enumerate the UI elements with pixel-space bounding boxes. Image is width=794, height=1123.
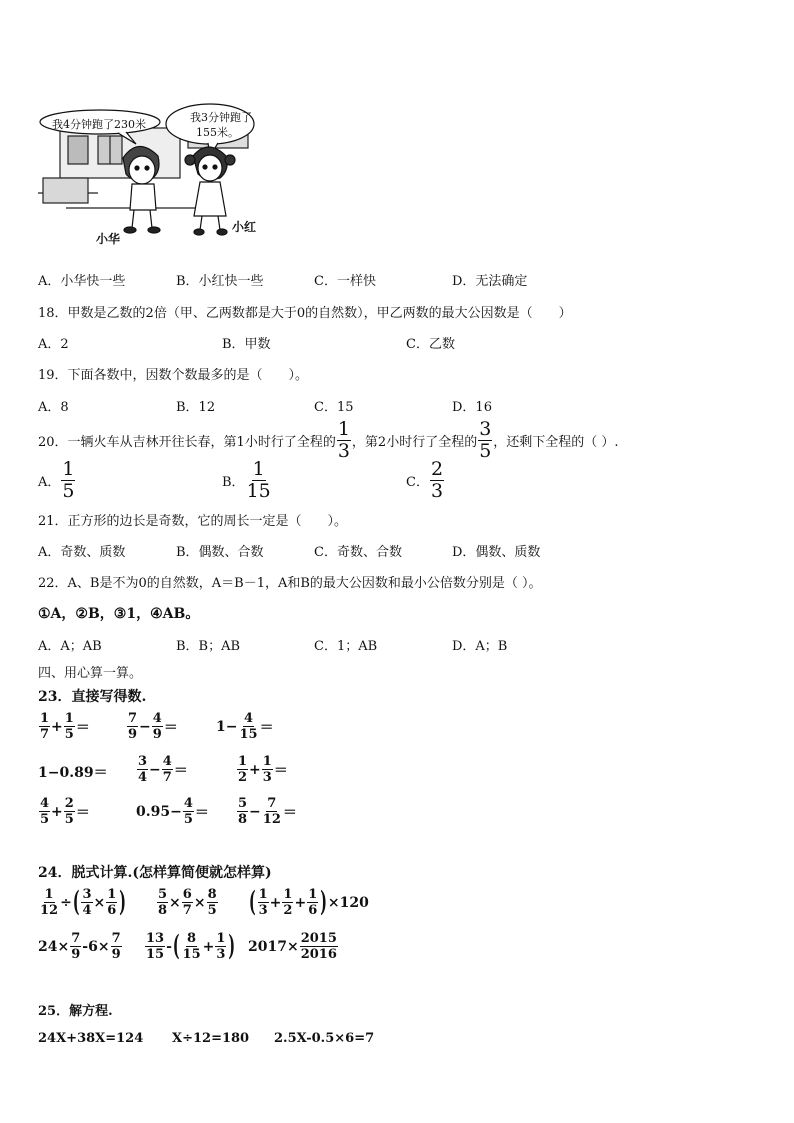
q23-f-den: 4 [138, 770, 148, 785]
q21-option-a[interactable]: A．奇数、质数 [38, 545, 126, 560]
q23-eq: ＝ [273, 762, 288, 779]
q23-b-num: 1 [64, 711, 74, 726]
q20-c-num: 2 [430, 458, 444, 480]
q23-eq: ＝ [75, 719, 90, 736]
q24-b-den: 4 [82, 903, 92, 918]
q20-label-a: A． [38, 475, 61, 490]
q23-expr-4 [38, 762, 108, 782]
q23-b-den: 5 [64, 727, 74, 742]
q25-eq-2: X÷12=180 [172, 1031, 250, 1046]
q23-g-num: 4 [162, 754, 172, 769]
q23-j-den: 5 [40, 812, 50, 827]
q24-op: × [97, 938, 110, 955]
q24-op: × [193, 894, 206, 911]
q23-c-num: 7 [128, 711, 138, 726]
q24-d-den: 8 [158, 903, 168, 918]
q23-op: − [170, 803, 182, 820]
section-4-title: 四、用心算一算。 [38, 666, 143, 681]
q24-j-den: 9 [71, 947, 81, 962]
q24-paren: ) [320, 886, 327, 919]
bubble-right-text-2: 155米。 [196, 126, 239, 139]
q23-op: − [249, 803, 261, 820]
q24-expr-6 [248, 932, 339, 961]
q23-h-num: 1 [238, 754, 248, 769]
q24-num: 2017 [248, 938, 287, 955]
q24-a-num: 1 [44, 887, 54, 902]
q24-d-num: 5 [158, 887, 168, 902]
q25-eq-1: 24X+38X=124 [38, 1031, 144, 1046]
q17-option-b[interactable]: B．小红快一些 [176, 274, 264, 289]
q20-f2-den: 5 [479, 440, 492, 462]
q23-eq: ＝ [173, 762, 188, 779]
q23-e-den: 15 [239, 727, 258, 742]
q18-text: 18．甲数是乙数的2倍（甲、乙两数都是大于0的自然数），甲乙两数的最大公因数是（ ） [38, 306, 572, 321]
q23-eq: ＝ [163, 719, 178, 736]
q24-paren: ) [119, 886, 126, 919]
q23-eq: ＝ [194, 804, 209, 821]
q23-d-num: 4 [152, 711, 162, 726]
q20-text-c: ，还剩下全程的（ ）. [493, 435, 619, 450]
q23-j-num: 4 [40, 796, 50, 811]
q23-op: − [139, 718, 151, 735]
q24-op: × [169, 894, 181, 911]
q20-option-c[interactable] [406, 460, 445, 501]
q19-text: 19．下面各数中，因数个数最多的是（ ）。 [38, 368, 309, 383]
q20-f1-den: 3 [337, 440, 350, 462]
q22-sub-items: ①A，②B，③1，④AB。 [38, 606, 200, 622]
q23-e-num: 4 [244, 711, 254, 726]
q19-option-b[interactable]: B．12 [176, 400, 216, 415]
q20-b-den: 15 [246, 480, 271, 502]
q24-n-den: 3 [216, 947, 226, 962]
q22-option-c[interactable]: C．1；AB [314, 639, 378, 654]
q24-j-num: 7 [71, 931, 81, 946]
q24-i-num: 1 [308, 887, 318, 902]
q23-a-num: 1 [40, 711, 50, 726]
q23-expr-2 [126, 712, 178, 741]
q23-eq: ＝ [282, 804, 297, 821]
q23-m-den: 8 [238, 812, 248, 827]
q23-l-num: 4 [183, 796, 193, 811]
q20-f2-num: 3 [479, 418, 492, 440]
q23-op: + [249, 761, 261, 778]
q24-num: 24 [38, 938, 58, 955]
q23-op: − [225, 718, 238, 735]
q24-op: × [93, 894, 106, 911]
q23-one: 1 [216, 718, 226, 735]
q23-i-den: 3 [262, 770, 272, 785]
q24-expr-4 [38, 932, 123, 961]
q20-option-a[interactable] [38, 460, 76, 501]
q24-c-den: 6 [107, 903, 117, 918]
q24-title: 24．脱式计算.(怎样算简便就怎样算) [38, 865, 272, 881]
q20-c-den: 3 [430, 480, 444, 502]
q22-option-d[interactable]: D．A；B [452, 639, 508, 654]
q24-op: × [327, 894, 340, 911]
q20-label-c: C． [406, 475, 429, 490]
q21-text: 21．正方形的边长是奇数，它的周长一定是（ ）。 [38, 514, 348, 529]
q20-a-num: 1 [62, 458, 75, 480]
q24-op: + [202, 938, 215, 955]
q24-k-num: 7 [111, 931, 121, 946]
q23-op: − [149, 761, 161, 778]
name-xiaohong: 小红 [232, 220, 257, 234]
q20-f1-num: 1 [337, 418, 350, 440]
q24-op: × [286, 938, 299, 955]
q24-f-num: 8 [207, 887, 217, 902]
q24-expr-5 [144, 932, 236, 961]
q23-i-num: 1 [262, 754, 272, 769]
q21-option-d[interactable]: D．偶数、质数 [452, 545, 541, 560]
q23-expr-3 [216, 712, 274, 741]
q23-expr-8 [136, 797, 209, 826]
q18-option-b[interactable]: B．甲数 [222, 337, 271, 352]
q18-option-a[interactable]: A．2 [38, 337, 69, 352]
q24-g-den: 3 [258, 903, 268, 918]
q20-option-b[interactable] [222, 460, 273, 501]
q21-option-c[interactable]: C．奇数、合数 [314, 545, 402, 560]
q23-expr-7 [38, 797, 90, 826]
q24-paren: ( [172, 930, 180, 963]
q23-title: 23．直接写得数. [38, 689, 147, 705]
q24-op: + [294, 894, 307, 911]
q24-expr-3 [248, 888, 369, 917]
q19-option-c[interactable]: C．15 [314, 400, 354, 415]
q23-k-den: 5 [64, 812, 74, 827]
q24-c-num: 1 [107, 887, 117, 902]
q24-a-den: 12 [40, 903, 59, 918]
q20-a-den: 5 [62, 480, 75, 502]
q24-paren: ) [228, 930, 236, 963]
q20-text [38, 420, 619, 461]
q23-k-num: 2 [64, 796, 74, 811]
q25-eq-3: 2.5X-0.5×6=7 [274, 1031, 375, 1046]
q23-op: + [51, 718, 63, 735]
q20-text-a: 20．一辆火车从吉林开往长春，第1小时行了全程的 [38, 435, 336, 450]
q17-option-c[interactable]: C．一样快 [314, 274, 376, 289]
q17-option-a[interactable]: A．小华快一些 [38, 274, 126, 289]
q20-fraction-2 [478, 420, 492, 461]
q22-text: 22．A、B是不为0的自然数，A＝B－1，A和B的最大公因数和最小公倍数分别是（ ）。 [38, 576, 542, 591]
q18-option-c[interactable]: C．乙数 [406, 337, 455, 352]
q23-eq: ＝ [75, 804, 90, 821]
q23-095: 0.95 [136, 803, 171, 820]
q24-op: ÷ [60, 894, 72, 911]
q24-op: - [82, 938, 89, 955]
q20-label-b: B． [222, 475, 245, 490]
q24-o-num: 2015 [300, 931, 337, 946]
q24-n-num: 1 [216, 931, 226, 946]
q24-h-num: 1 [283, 887, 293, 902]
q23-m-num: 5 [238, 796, 248, 811]
bubble-right-text-1: 我3分钟跑了 [190, 111, 252, 124]
q24-num: 120 [339, 894, 369, 911]
q24-l-den: 15 [146, 947, 165, 962]
q24-op: + [269, 894, 282, 911]
q24-k-den: 9 [111, 947, 121, 962]
q24-m-den: 15 [182, 947, 201, 962]
q24-paren: ( [249, 886, 256, 919]
bubble-left-text: 我4分钟跑了230米 [52, 118, 146, 131]
q24-g-num: 1 [258, 887, 268, 902]
q24-l-num: 13 [146, 931, 165, 946]
q23-one-minus: 1−0.89＝ [38, 765, 108, 781]
q23-expr-6 [236, 755, 288, 784]
q24-o-den: 2016 [300, 947, 337, 962]
q24-op: - [166, 938, 172, 955]
q23-expr-5 [136, 755, 188, 784]
q17-option-d[interactable]: D．无法确定 [452, 274, 528, 289]
q23-h-den: 2 [238, 770, 248, 785]
q24-h-den: 2 [283, 903, 293, 918]
q24-i-den: 6 [308, 903, 318, 918]
q22-option-a[interactable]: A．A；AB [38, 639, 102, 654]
q22-option-b[interactable]: B．B；AB [176, 639, 241, 654]
q19-option-a[interactable]: A．8 [38, 400, 69, 415]
name-xiaohua: 小华 [96, 232, 121, 246]
q24-f-den: 5 [207, 903, 217, 918]
q24-e-den: 7 [182, 903, 192, 918]
q23-f-num: 3 [138, 754, 148, 769]
q23-g-den: 7 [162, 770, 172, 785]
q19-option-d[interactable]: D．16 [452, 400, 492, 415]
q24-b-num: 3 [82, 887, 92, 902]
q24-expr-1 [38, 888, 127, 917]
q23-expr-9 [236, 797, 297, 826]
q23-l-den: 5 [183, 812, 193, 827]
q20-fraction-1 [337, 420, 351, 461]
q24-expr-2 [156, 888, 219, 917]
q23-a-den: 7 [40, 727, 50, 742]
q20-text-b: ，第2小时行了全程的 [351, 435, 478, 450]
q21-option-b[interactable]: B．偶数、合数 [176, 545, 264, 560]
q23-n-num: 7 [267, 796, 277, 811]
q24-paren: ( [72, 886, 80, 919]
q24-e-num: 6 [182, 887, 192, 902]
q24-num: 6 [88, 938, 98, 955]
q23-d-den: 9 [152, 727, 162, 742]
q25-title: 25．解方程. [38, 1004, 113, 1019]
q23-op: + [51, 803, 63, 820]
q20-b-num: 1 [252, 458, 265, 480]
q23-c-den: 9 [128, 727, 138, 742]
q23-eq: ＝ [259, 719, 274, 736]
q24-m-num: 8 [187, 931, 197, 946]
q23-n-den: 12 [262, 812, 281, 827]
q24-op: × [57, 938, 70, 955]
q23-expr-1 [38, 712, 90, 741]
